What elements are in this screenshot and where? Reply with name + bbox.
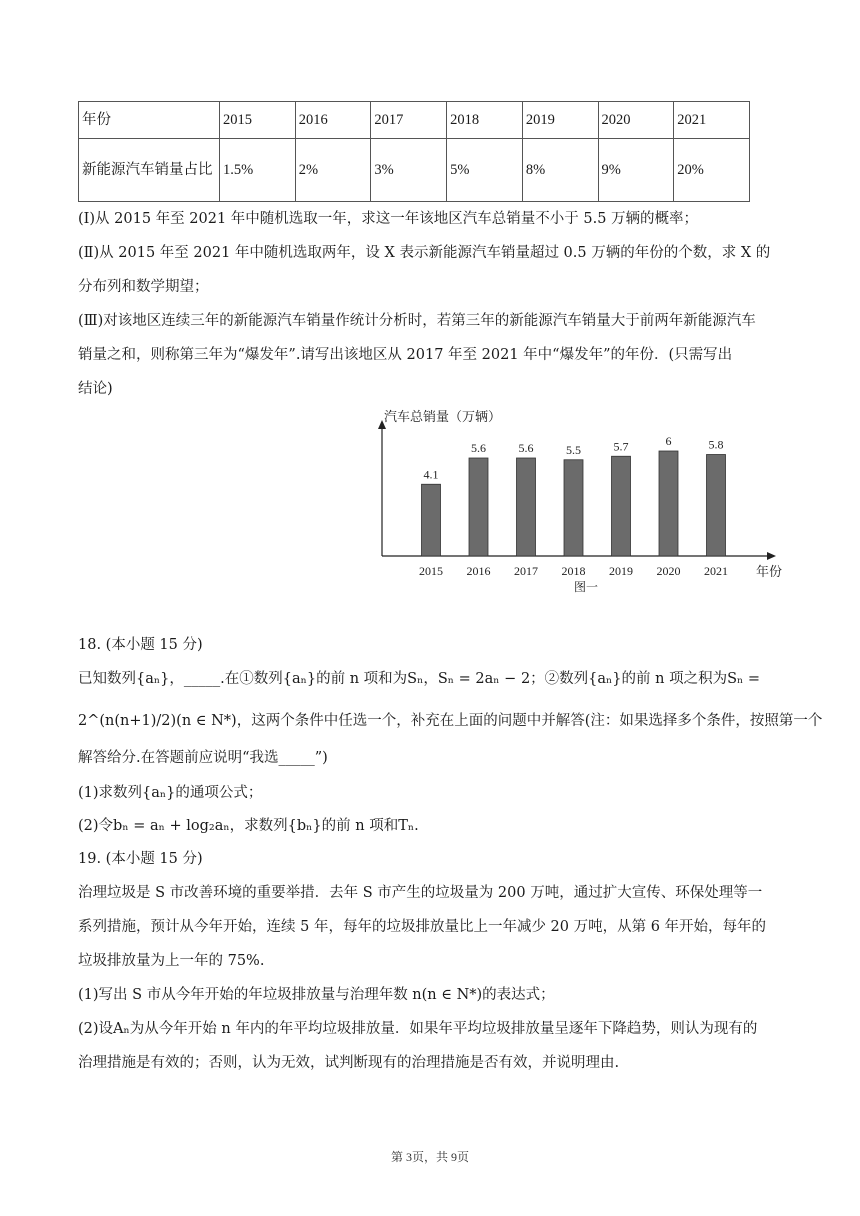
x-tick-label: 2018 <box>561 564 586 578</box>
q17-part1: (Ⅰ)从 2015 年至 2021 年中随机选取一年，求这一年该地区汽车总销量不小于 5.5 万辆的概率； <box>78 211 699 227</box>
table-cell: 9% <box>598 139 674 202</box>
sales-share-table <box>78 101 750 202</box>
bar-value-label: 5.6 <box>518 441 534 455</box>
x-tick-label: 2021 <box>704 564 728 578</box>
bar-2015 <box>422 484 441 556</box>
table-cell: 1.5% <box>220 139 296 202</box>
q18-line2: 2^(n(n+1)/2)(n ∈ N*)，这两个条件中任选一个，补充在上面的问题中并解答(注：如果选择多个条件，按照第一个 <box>78 713 823 729</box>
chart-caption: 图一 <box>573 580 599 594</box>
chart-title: 汽车总销量（万辆） <box>384 409 502 424</box>
q17-part2-line2: 分布列和数学期望； <box>78 279 209 295</box>
q17-part2-line1: (Ⅱ)从 2015 年至 2021 年中随机选取两年，设 X 表示新能源汽车销量超过 0.5 万辆的年份的个数，求 X 的 <box>78 245 771 261</box>
page-footer: 第 3页，共 9页 <box>390 1150 469 1164</box>
bar-2016 <box>469 458 488 556</box>
table-cell: 2020 <box>598 102 674 139</box>
table-row-header: 年份 <box>79 102 220 139</box>
table-cell: 2019 <box>522 102 598 139</box>
x-tick-label: 2016 <box>466 564 491 578</box>
q19-line6: 治理措施是有效的；否则，认为无效，试判断现有的治理措施是否有效，并说明理由. <box>78 1055 620 1071</box>
bar-2019 <box>612 456 631 556</box>
q17-part3-line1: (Ⅲ)对该地区连续三年的新能源汽车销量作统计分析时，若第三年的新能源汽车销量大于前两年新能源汽车 <box>78 313 756 329</box>
bar-2017 <box>517 458 536 556</box>
q18-line1: 已知数列{aₙ}，_____.在①数列{aₙ}的前 n 项和为Sₙ，Sₙ = 2aₙ − 2；②数列{aₙ}的前 n 项之积为Sₙ = <box>78 671 761 687</box>
q19-line5: (2)设Aₙ为从今年开始 n 年内的年平均垃圾排放量．如果年平均垃圾排放量呈逐年下降趋势，则认为现有的 <box>78 1021 758 1037</box>
bar-value-label: 5.8 <box>708 437 724 452</box>
q19-line3: 垃圾排放量为上一年的 75%. <box>78 953 265 969</box>
table-cell: 2% <box>295 139 371 202</box>
x-axis-arrow <box>767 552 776 560</box>
q19-line2: 系列措施，预计从今年开始，连续 5 年，每年的垃圾排放量比上一年减少 20 万吨，从第 6 年开始，每年的 <box>78 919 767 935</box>
table-cell: 20% <box>674 139 750 202</box>
table-cell: 2015 <box>220 102 296 139</box>
q19-line4: (1)写出 S 市从今年开始的年垃圾排放量与治理年数 n(n ∈ N*)的表达式； <box>78 987 555 1003</box>
x-tick-label: 2017 <box>514 564 538 578</box>
bar-value-label: 5.7 <box>613 439 629 454</box>
bar-value-label: 6 <box>665 434 672 448</box>
table-cell: 2017 <box>371 102 447 139</box>
x-tick-label: 2019 <box>609 564 633 578</box>
q18-line4: (1)求数列{aₙ}的通项公式； <box>78 785 263 801</box>
bar-2020 <box>659 451 678 556</box>
table-row-shares <box>79 139 750 202</box>
q19-heading: 19. (本小题 15 分) <box>78 851 203 867</box>
q17-part3-line3: 结论) <box>78 381 113 397</box>
table-cell: 5% <box>447 139 523 202</box>
table-cell: 2016 <box>295 102 371 139</box>
bar-value-label: 5.6 <box>471 441 486 455</box>
bar-2018 <box>564 460 583 556</box>
table-cell: 3% <box>371 139 447 202</box>
table-cell: 2018 <box>447 102 523 139</box>
bar-value-label: 4.1 <box>423 467 439 482</box>
q18-heading: 18. (本小题 15 分) <box>78 637 203 653</box>
sales-bar-chart <box>372 400 782 600</box>
x-tick-label: 2015 <box>419 564 443 578</box>
table-row-header: 新能源汽车销量占比 <box>79 139 220 202</box>
table-cell: 8% <box>522 139 598 202</box>
q19-line1: 治理垃圾是 S 市改善环境的重要举措．去年 S 市产生的垃圾量为 200 万吨，通过扩大宣传、环保处理等一 <box>78 885 763 901</box>
q18-line3: 解答给分.在答题前应说明“我选_____”) <box>78 750 328 766</box>
table-row-years <box>79 102 750 139</box>
table-cell: 2021 <box>674 102 750 139</box>
bar-2021 <box>707 455 726 557</box>
x-tick-label: 2020 <box>656 564 681 578</box>
x-axis-label: 年份 <box>756 565 782 580</box>
bar-value-label: 5.5 <box>566 442 581 457</box>
q18-line5: (2)令bₙ = aₙ + log₂aₙ，求数列{bₙ}的前 n 项和Tₙ. <box>78 818 419 834</box>
q17-part3-line2: 销量之和，则称第三年为“爆发年”.请写出该地区从 2017 年至 2021 年中“爆发年”的年份．(只需写出 <box>78 347 733 363</box>
